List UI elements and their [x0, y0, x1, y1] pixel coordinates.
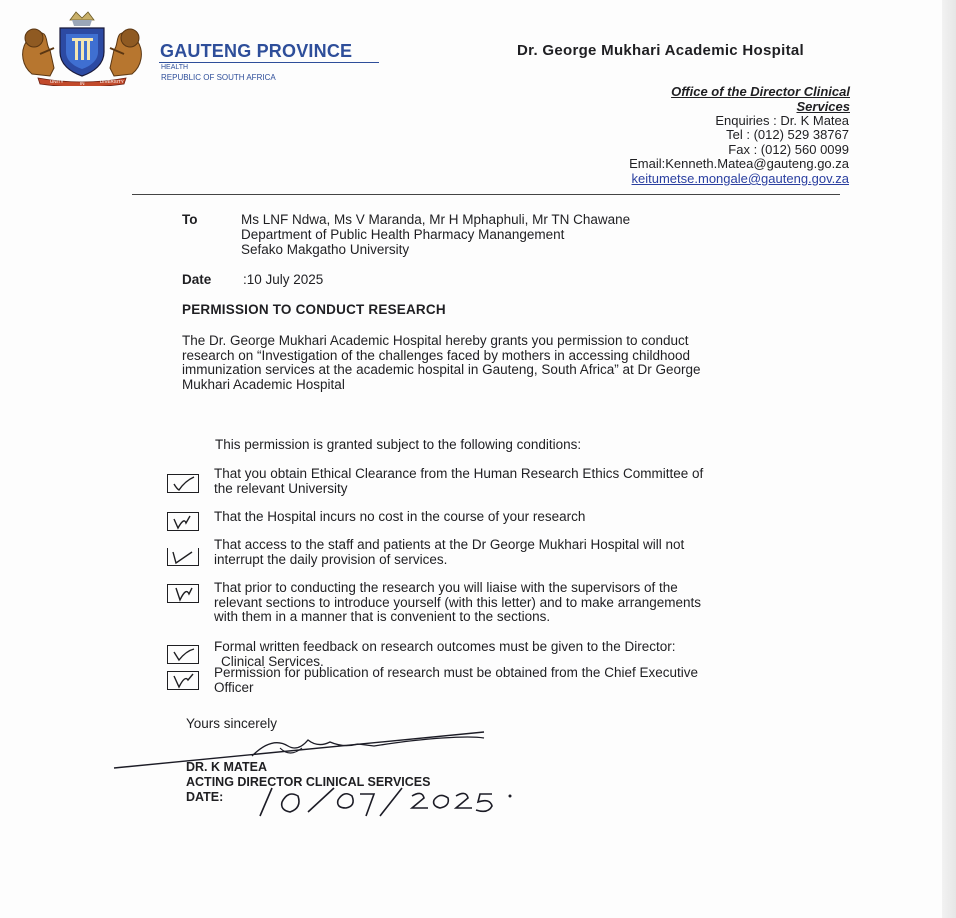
condition-checkbox[interactable]: [167, 645, 199, 664]
condition-line: Permission for publication of research must be obtained from the Chief Executive: [214, 665, 698, 680]
left-lion-icon: [23, 29, 54, 76]
province-name: GAUTENG PROVINCE: [160, 41, 353, 61]
condition-line: with them in a manner that is convenient to the sections.: [214, 609, 551, 625]
signatory-name: DR. K MATEA: [186, 760, 268, 774]
scan-edge-shadow: [942, 0, 956, 918]
condition-line: That the Hospital incurs no cost in the course of your research: [214, 509, 586, 524]
crest-motto-right: DIVERSITY: [100, 79, 124, 84]
condition-checkbox[interactable]: [167, 671, 199, 690]
conditions-intro: This permission is granted subject to the following conditions:: [215, 437, 582, 452]
body-line: Mukhari Academic Hospital: [182, 376, 345, 392]
checkmark-icon: [168, 646, 198, 663]
office-title-line1: Office of the Director Clinical: [671, 84, 850, 99]
checkmark-icon: [168, 548, 198, 565]
date-value: :10 July 2025: [243, 272, 324, 287]
recipient-university: Sefako Makgatho University: [241, 242, 410, 257]
crest-motto-center: IN: [80, 81, 85, 86]
province-underline: [159, 62, 379, 63]
condition-line: interrupt the daily provision of services.: [214, 551, 448, 567]
condition-text: [214, 538, 854, 567]
hospital-name: Dr. George Mukhari Academic Hospital: [517, 42, 804, 59]
checkmark-icon: [168, 585, 198, 602]
office-title-line2: Services: [796, 99, 850, 114]
checkmark-icon: [168, 475, 198, 492]
condition-checkbox[interactable]: [167, 584, 199, 603]
province-country: REPUBLIC OF SOUTH AFRICA: [161, 73, 276, 82]
condition-line: That prior to conducting the research you will liaise with the supervisors of the: [214, 580, 678, 595]
office-email-link[interactable]: keitumetse.mongale@gauteng.gov.za: [631, 171, 849, 186]
letter-subject: PERMISSION TO CONDUCT RESEARCH: [182, 302, 446, 317]
crest-top-icon: [70, 12, 94, 26]
condition-line: That you obtain Ethical Clearance from the Human Research Ethics Committee of: [214, 466, 704, 481]
signature-date-label: DATE:: [186, 790, 224, 804]
signatory-title: ACTING DIRECTOR CLINICAL SERVICES: [186, 775, 431, 789]
condition-line: Formal written feedback on research outcomes must be given to the Director:: [214, 639, 676, 654]
office-fax: Fax : (012) 560 0099: [728, 142, 849, 157]
coat-of-arms-logo: [14, 8, 150, 86]
office-title: [590, 84, 850, 114]
office-email: Email:Kenneth.Matea@gauteng.go.za: [629, 156, 849, 171]
right-lion-icon: [110, 29, 141, 76]
to-label: To: [182, 212, 198, 227]
body-paragraph: [182, 334, 842, 392]
condition-line: Clinical Services.: [221, 653, 324, 669]
checkmark-icon: [168, 672, 198, 689]
condition-text: [214, 510, 854, 525]
office-enquiries: Enquiries : Dr. K Matea: [715, 113, 849, 128]
crest-motto-left: UNITY: [50, 79, 64, 84]
condition-line: Officer: [214, 679, 254, 695]
condition-text: [214, 467, 854, 496]
condition-line: relevant sections to introduce yourself (with this letter) and to make arrangements: [214, 594, 701, 610]
condition-text: [214, 666, 854, 695]
body-line: research on “Investigation of the challenges faced by mothers in accessing childhood: [182, 347, 691, 363]
condition-line: That access to the staff and patients at the Dr George Mukhari Hospital will not: [214, 537, 685, 552]
body-line: The Dr. George Mukhari Academic Hospital hereby grants you permission to conduct: [182, 333, 689, 348]
office-tel: Tel : (012) 529 38767: [726, 127, 849, 142]
condition-line: the relevant University: [214, 480, 348, 496]
condition-checkbox[interactable]: [167, 474, 199, 493]
recipient-department: Department of Public Health Pharmacy Manangement: [241, 227, 565, 242]
date-label: Date: [182, 272, 212, 287]
header-divider: [132, 194, 840, 195]
body-line: immunization services at the academic hospital in Gauteng, South Africa” at Dr George: [182, 362, 701, 378]
checkmark-icon: [168, 513, 198, 530]
recipient-names: Ms LNF Ndwa, Ms V Maranda, Mr H Mphaphuli, Mr TN Chawane: [241, 212, 631, 227]
closing-salutation: Yours sincerely: [186, 716, 278, 731]
condition-checkbox[interactable]: [167, 548, 199, 566]
shield-icon: [60, 28, 104, 76]
condition-text: [214, 581, 854, 625]
condition-checkbox[interactable]: [167, 512, 199, 531]
province-department: HEALTH: [161, 64, 189, 71]
